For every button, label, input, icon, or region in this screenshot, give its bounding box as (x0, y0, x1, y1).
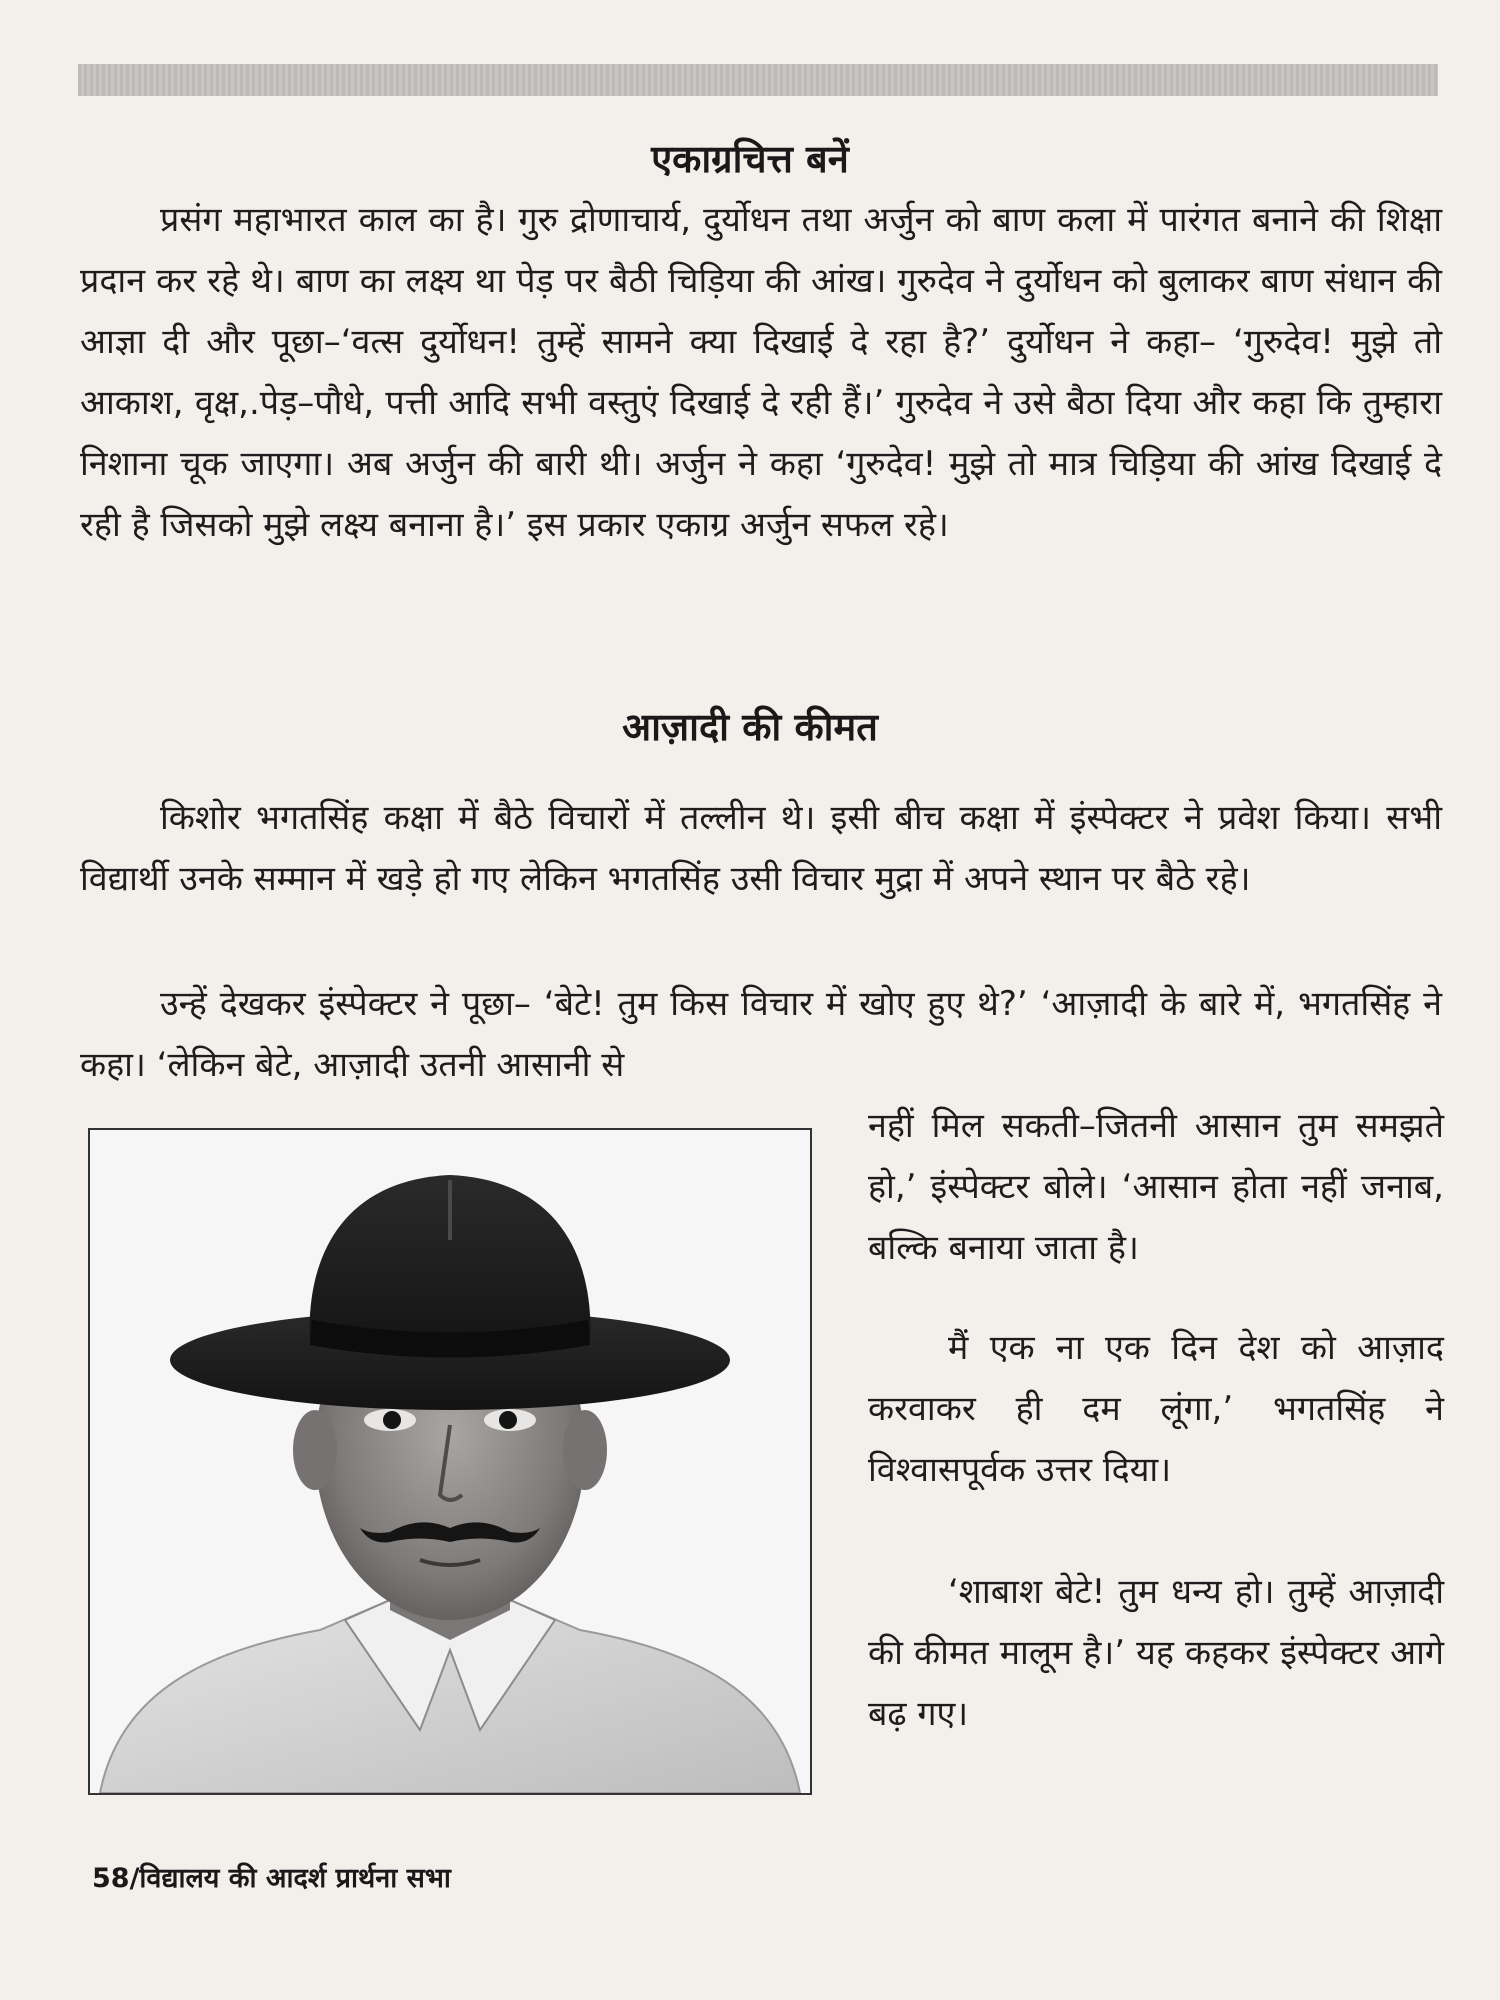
section-title-concentration: एकाग्रचित्त बनें (651, 137, 849, 181)
paragraph-freedom-3: मैं एक ना एक दिन देश को आज़ाद करवाकर ही दम लूंगा,’ भगतसिंह ने विश्वासपूर्वक उत्तर दिया। (868, 1328, 1444, 1490)
paragraph-freedom-2: उन्हें देखकर इंस्पेक्टर ने पूछा– ‘बेटे! तुम किस विचार में खोए हुए थे?’ ‘आज़ादी के बारे में, भगतसिंह ने कहा। ‘लेकिन बेटे, आज़ादी उतनी आसानी से (80, 984, 1442, 1085)
page-footer: 58/विद्यालय की आदर्श प्रार्थना सभा (92, 1863, 451, 1894)
section-title-freedom: आज़ादी की कीमत (622, 705, 878, 749)
paragraph-concentration: प्रसंग महाभारत काल का है। गुरु द्रोणाचार्य, दुर्योधन तथा अर्जुन को बाण कला में पारंगत बनाने की शिक्षा प्रदान कर रहे थे। बाण का लक्ष्य था पेड़ पर बैठी चिड़िया की आंख। गुरुदेव ने दुर्योधन को बुलाकर बाण संधान की आज्ञा दी और पूछा–‘वत्स दुर्योधन! तुम्हें सामने क्या दिखाई दे रहा है?’ दुर्योधन ने कहा– ‘गुरुदेव! मुझे तो आकाश, वृक्ष,.पेड़–पौधे, पत्ती आदि सभी वस्तुएं दिखाई दे रही हैं।’ गुरुदेव ने उसे बैठा दिया और कहा कि तुम्हारा निशाना चूक जाएगा। अब अर्जुन की बारी थी। अर्जुन ने कहा ‘गुरुदेव! मुझे तो मात्र चिड़िया की आंख दिखाई दे रही है जिसको मुझे लक्ष्य बनाना है।’ इस प्रकार एकाग्र अर्जुन सफल रहे। (80, 200, 1442, 545)
paragraph-freedom-1: किशोर भगतसिंह कक्षा में बैठे विचारों में तल्लीन थे। इसी बीच कक्षा में इंस्पेक्टर ने प्रवेश किया। सभी विद्यार्थी उनके सम्मान में खड़े हो गए लेकिन भगतसिंह उसी विचार मुद्रा में अपने स्थान पर बैठे रहे। (80, 798, 1442, 899)
paragraph-freedom-2-continued: नहीं मिल सकती–जितनी आसान तुम समझते हो,’ इंस्पेक्टर बोले। ‘आसान होता नहीं जनाब, बल्कि बनाया जाता है। (868, 1106, 1444, 1268)
paragraph-freedom-4: ‘शाबाश बेटे! तुम धन्य हो। तुम्हें आज़ादी की कीमत मालूम है।’ यह कहकर इंस्पेक्टर आगे बढ़ गए। (868, 1572, 1444, 1734)
portrait-illustration (90, 1130, 810, 1793)
header-rule (78, 64, 1438, 96)
portrait-image (88, 1128, 812, 1795)
